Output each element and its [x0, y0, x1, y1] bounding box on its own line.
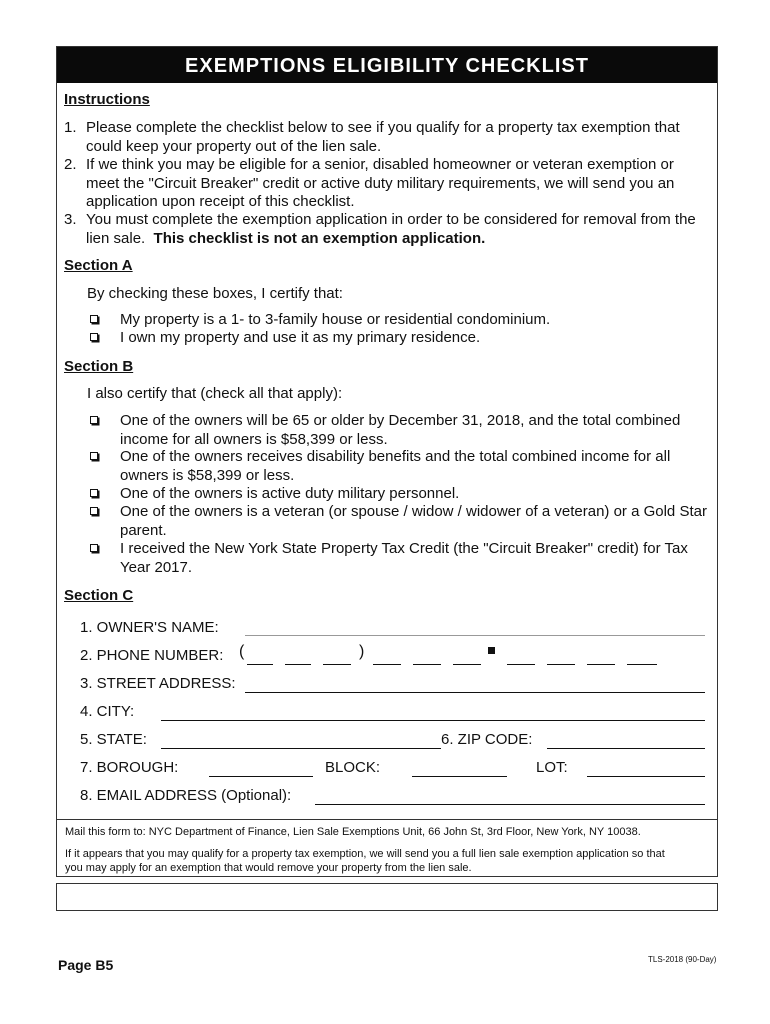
borough-field[interactable]: [209, 776, 313, 777]
phone-close-paren: ): [359, 643, 365, 660]
phone-field[interactable]: [285, 664, 311, 665]
phone-open-paren: (: [239, 643, 245, 660]
phone-field[interactable]: [627, 664, 657, 665]
instruction-number: 2.: [64, 156, 77, 173]
phone-field[interactable]: [413, 664, 441, 665]
owner-name-field[interactable]: [245, 635, 705, 636]
checkbox-icon[interactable]: [90, 333, 98, 341]
street-address-field[interactable]: [245, 692, 705, 693]
phone-field[interactable]: [587, 664, 615, 665]
section-a-item-2: I own my property and use it as my primary residence.: [120, 329, 481, 346]
checkbox-icon[interactable]: [90, 489, 98, 497]
section-b-item-2: One of the owners receives disability benefits and the total combined income for all owners is $58,399 or less.: [120, 448, 671, 484]
checkbox-icon[interactable]: [90, 452, 98, 460]
instruction-3: You must complete the exemption application in order to be considered for removal from the lien sale. This checklist is not an exemption application.: [86, 211, 696, 247]
zip-field[interactable]: [547, 748, 705, 749]
page-label: Page B5: [58, 957, 114, 973]
section-a-heading: Section A: [64, 257, 133, 274]
section-b-item-3: One of the owners is active duty military personnel.: [120, 485, 460, 502]
phone-field[interactable]: [507, 664, 535, 665]
instruction-number: 3.: [64, 211, 77, 228]
section-a-item-1: My property is a 1- to 3-family house or residential condominium.: [120, 311, 551, 328]
state-field[interactable]: [161, 748, 441, 749]
email-label: 8. EMAIL ADDRESS (Optional):: [80, 787, 292, 804]
checkbox-icon[interactable]: [90, 416, 98, 424]
phone-label: 2. PHONE NUMBER:: [80, 647, 224, 664]
section-b-intro: I also certify that (check all that apply):: [87, 385, 343, 402]
city-field[interactable]: [161, 720, 705, 721]
section-b-heading: Section B: [64, 358, 134, 375]
email-field[interactable]: [315, 804, 705, 805]
mail-instructions: Mail this form to: NYC Department of Finance, Lien Sale Exemptions Unit, 66 John St, 3rd Floor, New York, NY 10038.: [65, 826, 641, 838]
checkbox-icon[interactable]: [90, 507, 98, 515]
section-b-item-5: I received the New York State Property Tax Credit (the "Circuit Breaker" credit) for Tax Year 2017.: [120, 540, 688, 576]
section-c-heading: Section C: [64, 587, 134, 604]
phone-field[interactable]: [547, 664, 575, 665]
instructions-heading: Instructions: [64, 91, 150, 108]
block-label: BLOCK:: [325, 759, 381, 776]
divider: [57, 819, 717, 820]
lot-label: LOT:: [536, 759, 568, 776]
phone-field[interactable]: [373, 664, 401, 665]
city-label: 4. CITY:: [80, 703, 135, 720]
phone-field[interactable]: [453, 664, 481, 665]
qualify-note: If it appears that you may qualify for a property tax exemption, we will send you a full lien sale exemption application so that you may apply for an exemption that would remove your property from the lien sale.: [65, 848, 665, 874]
state-label: 5. STATE:: [80, 731, 147, 748]
footer-box: [56, 883, 718, 911]
instruction-1: Please complete the checklist below to see if you qualify for a property tax exemption that could keep your property out of the lien sale.: [86, 119, 680, 155]
instruction-2: If we think you may be eligible for a senior, disabled homeowner or veteran exemption or meet the "Circuit Breaker" credit or active duty military requirements, we will send you an application upon receipt of this checklist.: [86, 156, 675, 210]
section-b-item-1: One of the owners will be 65 or older by December 31, 2018, and the total combined income for all owners is $58,399 or less.: [120, 412, 681, 448]
zip-label: 6. ZIP CODE:: [441, 731, 533, 748]
section-a-intro: By checking these boxes, I certify that:: [87, 285, 343, 302]
form-code: TLS-2018 (90-Day): [648, 955, 717, 964]
instruction-number: 1.: [64, 119, 77, 136]
checkbox-icon[interactable]: [90, 544, 98, 552]
phone-field[interactable]: [323, 664, 351, 665]
block-field[interactable]: [412, 776, 507, 777]
form-title: EXEMPTIONS ELIGIBILITY CHECKLIST: [57, 47, 717, 83]
street-address-label: 3. STREET ADDRESS:: [80, 675, 236, 692]
checkbox-icon[interactable]: [90, 315, 98, 323]
section-b-item-4: One of the owners is a veteran (or spouse / widow / widower of a veteran) or a Gold Star parent.: [120, 503, 707, 539]
dash-square-icon: [488, 647, 495, 654]
owner-name-label: 1. OWNER'S NAME:: [80, 619, 219, 636]
lot-field[interactable]: [587, 776, 705, 777]
borough-label: 7. BOROUGH:: [80, 759, 179, 776]
checklist-form: [56, 46, 718, 877]
phone-field[interactable]: [247, 664, 273, 665]
